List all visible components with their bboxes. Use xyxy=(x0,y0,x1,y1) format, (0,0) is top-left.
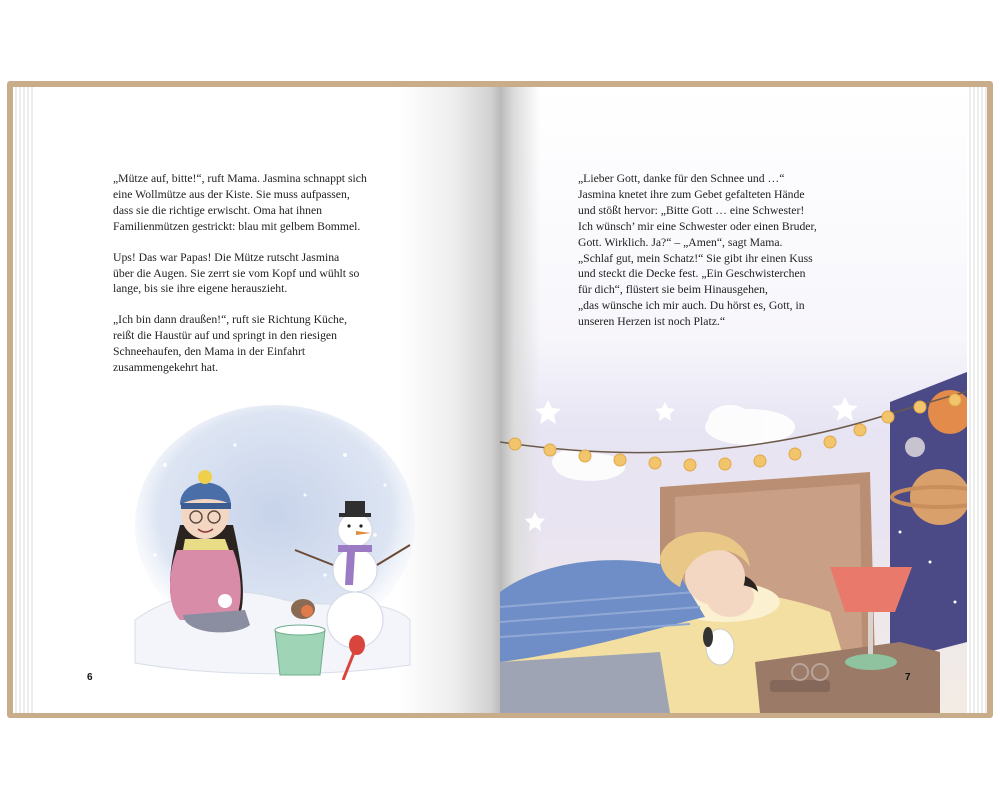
page-edges-right xyxy=(967,87,987,713)
right-page-number: 7 xyxy=(905,672,911,683)
left-page-number: 6 xyxy=(87,672,93,683)
right-paragraph-1: „Lieber Gott, danke für den Schnee und …“ Jasmina knetet ihre zum Gebet gefalteten Hände und stößt hervor: „Bitte Gott … eine Schwester! Ich wünsch’ mir eine Schwester oder einen Bruder, Gott. Wirklich. Ja?“ – „Amen“, sagt Mama. „Schlaf gut, mein Schatz!“ Sie gibt ihr einen Kuss und steckt die Decke fest. „Ein Geschwisterchen für dich“, flüstert sie beim Hinausgehen, „das wünsche ich mir auch. Du hörst es, Gott, in unseren Herzen ist noch Platz.“ xyxy=(578,172,817,329)
bedtime-scene-illustration xyxy=(500,362,967,713)
snow-scene-illustration xyxy=(125,405,415,680)
planet-poster xyxy=(890,372,967,662)
right-page xyxy=(500,87,967,713)
left-paragraph-3: „Ich bin dann draußen!“, ruft sie Richtung Küche, reißt die Haustür auf und springt in den riesigen Schneehaufen, den Mama in der Einfahrt zusammengekehrt hat. xyxy=(113,313,347,375)
page-edges-left xyxy=(13,87,33,713)
left-paragraph-2: Ups! Das war Papas! Die Mütze rutscht Jasmina über die Augen. Sie zerrt sie vom Kopf und wühlt so lange, bis sie ihre eigene herauszieht. xyxy=(113,250,360,296)
left-paragraph-1: „Mütze auf, bitte!“, ruft Mama. Jasmina schnappt sich eine Wollmütze aus der Kiste. Sie muss aufpassen, dass sie die richtige erwischt. Oma hat ihnen Familienmützen gestrickt: blau mit gelbem Bommel. xyxy=(113,172,367,233)
left-page xyxy=(33,87,500,713)
left-page-text xyxy=(113,171,413,391)
right-page-text xyxy=(578,171,878,345)
